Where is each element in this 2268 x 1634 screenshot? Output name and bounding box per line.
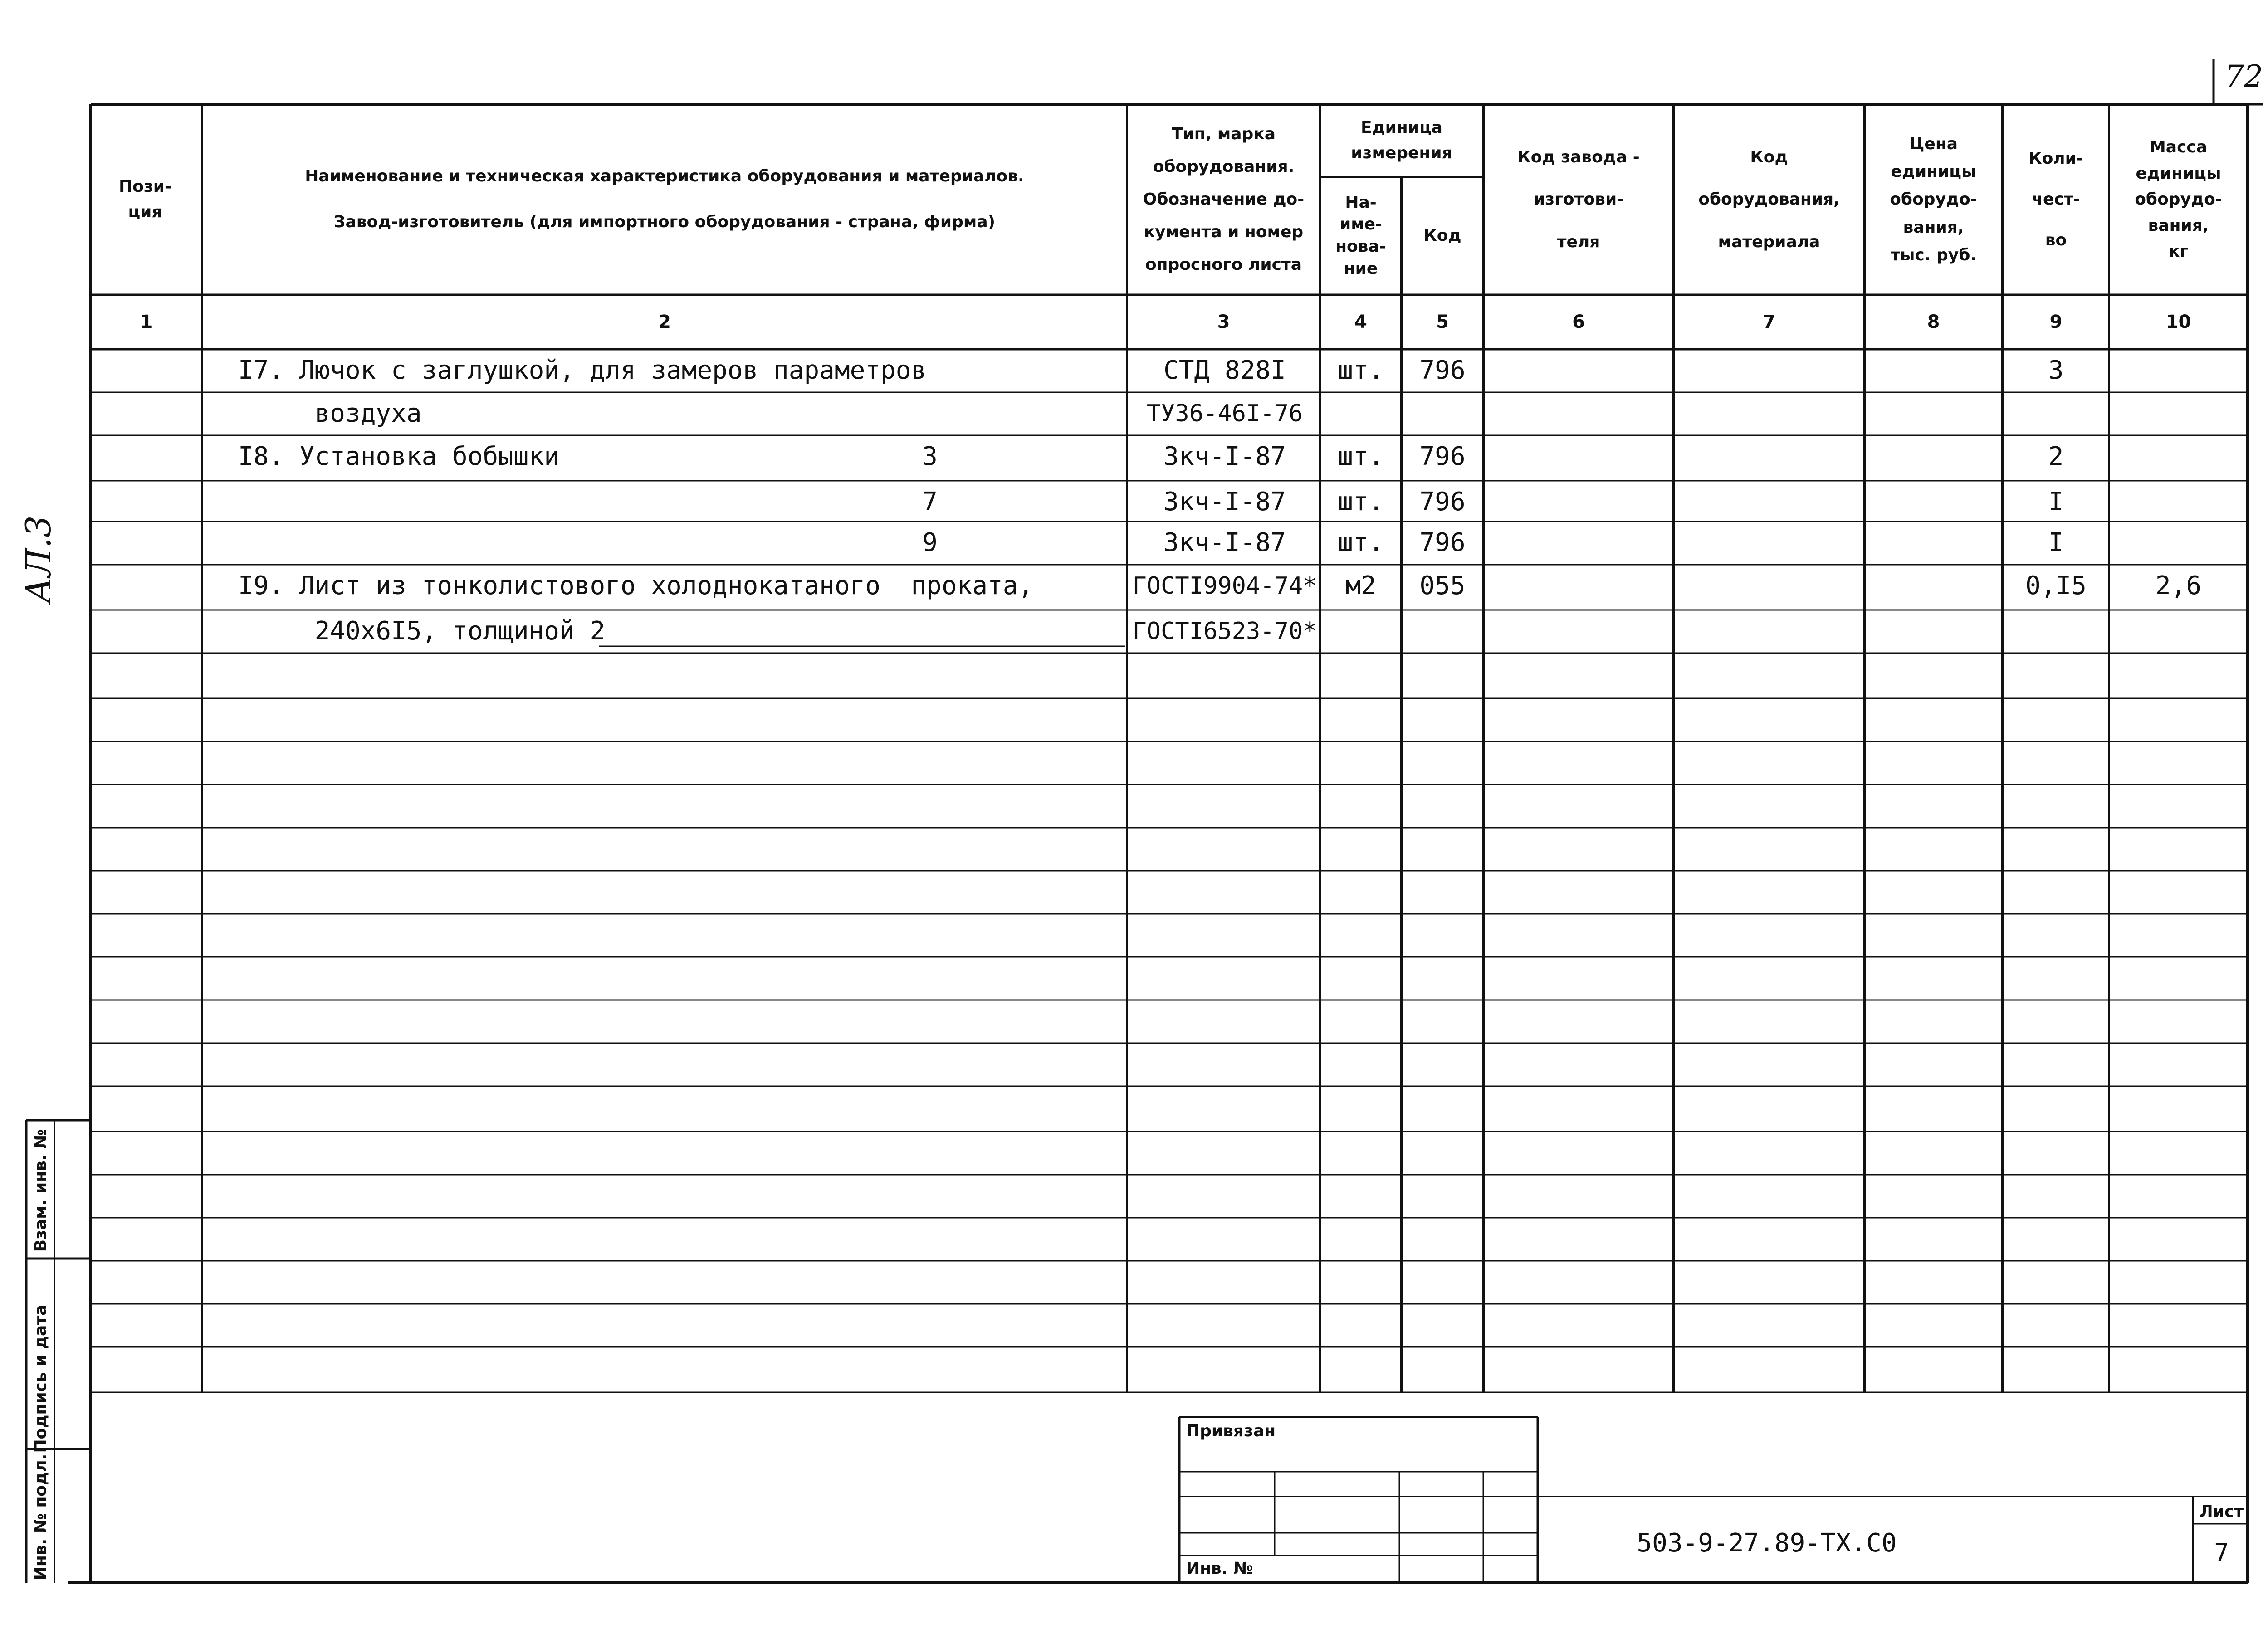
item-type-designation: 3кч-I-87	[1163, 528, 1286, 557]
item-name: 240х6I5, толщиной 2	[238, 616, 606, 646]
sheet-number: 7	[2214, 1538, 2229, 1567]
stamp-podpis-data: Подпись и дата	[31, 1304, 50, 1453]
column-number-9: 9	[2049, 312, 2063, 332]
item-unit-code: 796	[1419, 528, 1466, 557]
item-unit-code: 796	[1419, 356, 1466, 385]
item-quantity: 2	[2048, 442, 2064, 471]
item-type-designation: ГОСТI9904-74*	[1132, 572, 1317, 600]
item-subposition: 9	[922, 528, 938, 557]
item-unit-name: шт.	[1338, 487, 1384, 517]
column-number-8: 8	[1927, 312, 1940, 332]
item-name: I7. Лючок с заглушкой, для замеров параметров	[238, 356, 927, 385]
header-unit-mass: Масса единицы оборудо- вания, кг	[2135, 138, 2222, 261]
item-unit-mass: 2,6	[2155, 571, 2202, 600]
item-type-designation: 3кч-I-87	[1163, 487, 1286, 517]
column-number-1: 1	[140, 312, 153, 332]
page-number: 72	[2225, 59, 2263, 94]
header-unit-price: Цена единицы оборудо- вания, тыс. руб.	[1890, 135, 1977, 264]
item-unit-code: 055	[1419, 571, 1466, 600]
header-equipment-code: Код оборудования, материала	[1698, 147, 1840, 251]
item-unit-name: шт.	[1338, 528, 1384, 557]
column-number-2: 2	[658, 312, 671, 332]
header-unit-code: Код	[1423, 226, 1461, 245]
item-quantity: 3	[2048, 356, 2064, 385]
column-number-10: 10	[2165, 312, 2191, 332]
column-number-5: 5	[1436, 312, 1449, 332]
item-unit-name: шт.	[1338, 356, 1384, 385]
item-type-designation: СТД 828I	[1163, 356, 1286, 385]
item-subposition: 3	[922, 442, 938, 471]
document-code: 503-9-27.89-ТХ.С0	[1637, 1528, 1897, 1558]
item-name: I9. Лист из тонколистового холоднокатаного проката,	[238, 571, 1034, 600]
header-quantity: Коли- чест- во	[2028, 149, 2083, 249]
item-type-designation: ГОСТI6523-70*	[1132, 618, 1317, 645]
item-quantity: I	[2048, 528, 2064, 557]
header-type: Тип, марка оборудования. Обозначение до- кумента и номер опросного листа	[1143, 125, 1305, 274]
handwritten-al3-note: АЛ.3	[18, 515, 59, 603]
title-block-inv-no: Инв. №	[1186, 1559, 1253, 1578]
item-type-designation: ТУ36-46I-76	[1146, 400, 1303, 427]
stamp-vzam-inv: Взам. инв. №	[31, 1129, 50, 1252]
header-position: Пози- ция	[119, 177, 171, 221]
title-block-privyazan: Привязан	[1186, 1422, 1276, 1440]
item-quantity: I	[2048, 487, 2064, 517]
item-unit-code: 796	[1419, 442, 1466, 471]
item-unit-code: 796	[1419, 487, 1466, 517]
sheet-label: Лист	[2199, 1502, 2244, 1521]
header-unit-name: На- име- нова- ние	[1335, 193, 1386, 278]
header-unit-group: Единица измерения	[1351, 118, 1452, 162]
header-name: Наименование и техническая характеристика оборудования и материалов. Завод-изготовитель (для импортного оборудования - страна, фирма)	[305, 167, 1024, 231]
column-number-6: 6	[1572, 312, 1585, 332]
column-number-4: 4	[1354, 312, 1367, 332]
header-plant-code: Код завода - изготови- теля	[1517, 147, 1640, 251]
stamp-inv-podl: Инв. № подл.	[31, 1454, 50, 1580]
item-unit-name: шт.	[1338, 442, 1384, 471]
item-subposition: 7	[922, 487, 938, 517]
item-name: I8. Установка бобышки	[238, 442, 560, 471]
item-quantity: 0,I5	[2025, 571, 2087, 600]
item-name: воздуха	[238, 399, 422, 428]
item-unit-name: м2	[1345, 571, 1376, 600]
column-number-7: 7	[1763, 312, 1775, 332]
column-number-3: 3	[1217, 312, 1230, 332]
item-type-designation: 3кч-I-87	[1163, 442, 1286, 471]
